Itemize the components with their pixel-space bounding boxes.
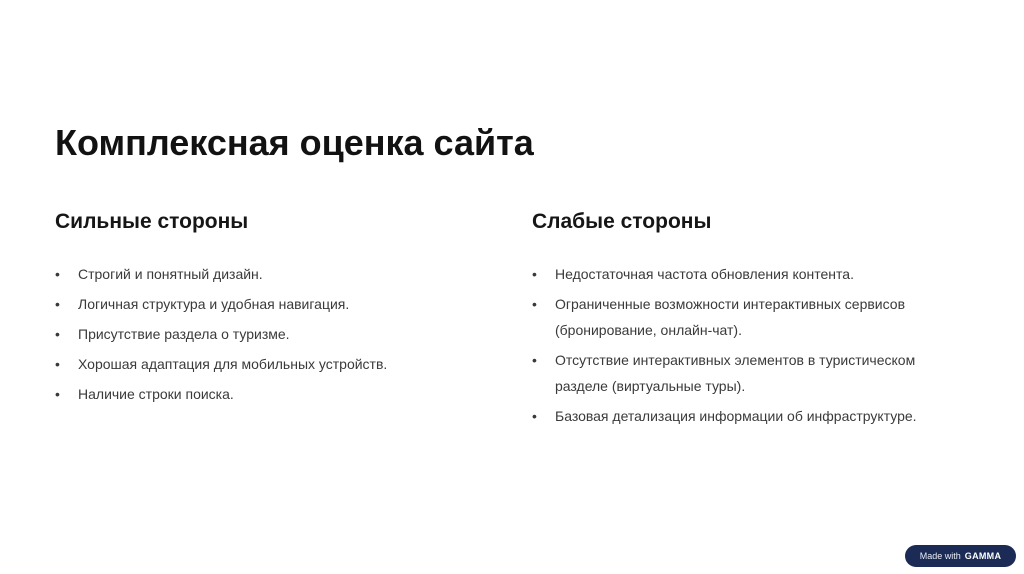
bullet-icon: • (532, 266, 537, 282)
list-item (532, 291, 972, 343)
list-item (532, 261, 972, 287)
list-item-text: Ограниченные возможности интерактивных сервисов (бронирование, онлайн-чат). (555, 296, 905, 338)
list-item (55, 381, 495, 407)
list-item (532, 347, 972, 399)
bullet-icon: • (532, 296, 537, 312)
list-item-text: Присутствие раздела о туризме. (78, 326, 290, 342)
list-item-text: Наличие строки поиска. (78, 386, 234, 402)
bullet-icon: • (55, 326, 60, 342)
strengths-list (55, 261, 495, 407)
list-item (55, 291, 495, 317)
strengths-heading: Сильные стороны (55, 210, 249, 233)
weaknesses-list (532, 261, 972, 429)
bullet-icon: • (55, 296, 60, 312)
list-item (532, 403, 972, 429)
list-item-text: Отсутствие интерактивных элементов в туристическом разделе (виртуальные туры). (555, 352, 916, 394)
bullet-icon: • (532, 352, 537, 368)
bullet-icon: • (532, 408, 537, 424)
slide-title: Комплексная оценка сайта (55, 122, 534, 163)
list-item-text: Хорошая адаптация для мобильных устройств. (78, 356, 388, 372)
gamma-logo-icon: GAMMA (964, 551, 1002, 561)
list-item-text: Строгий и понятный дизайн. (78, 266, 263, 282)
strengths-column (55, 206, 495, 411)
list-item-text: Базовая детализация информации об инфраструктуре. (555, 408, 917, 424)
made-with-gamma-badge[interactable] (905, 545, 1016, 567)
list-item (55, 351, 495, 377)
list-item-text: Логичная структура и удобная навигация. (78, 296, 350, 312)
bullet-icon: • (55, 356, 60, 372)
list-item-text: Недостаточная частота обновления контента. (555, 266, 854, 282)
list-item (55, 261, 495, 287)
weaknesses-column (532, 206, 972, 433)
weaknesses-heading: Слабые стороны (532, 210, 712, 233)
bullet-icon: • (55, 386, 60, 402)
badge-prefix: Made with (919, 551, 961, 561)
list-item (55, 321, 495, 347)
bullet-icon: • (55, 266, 60, 282)
